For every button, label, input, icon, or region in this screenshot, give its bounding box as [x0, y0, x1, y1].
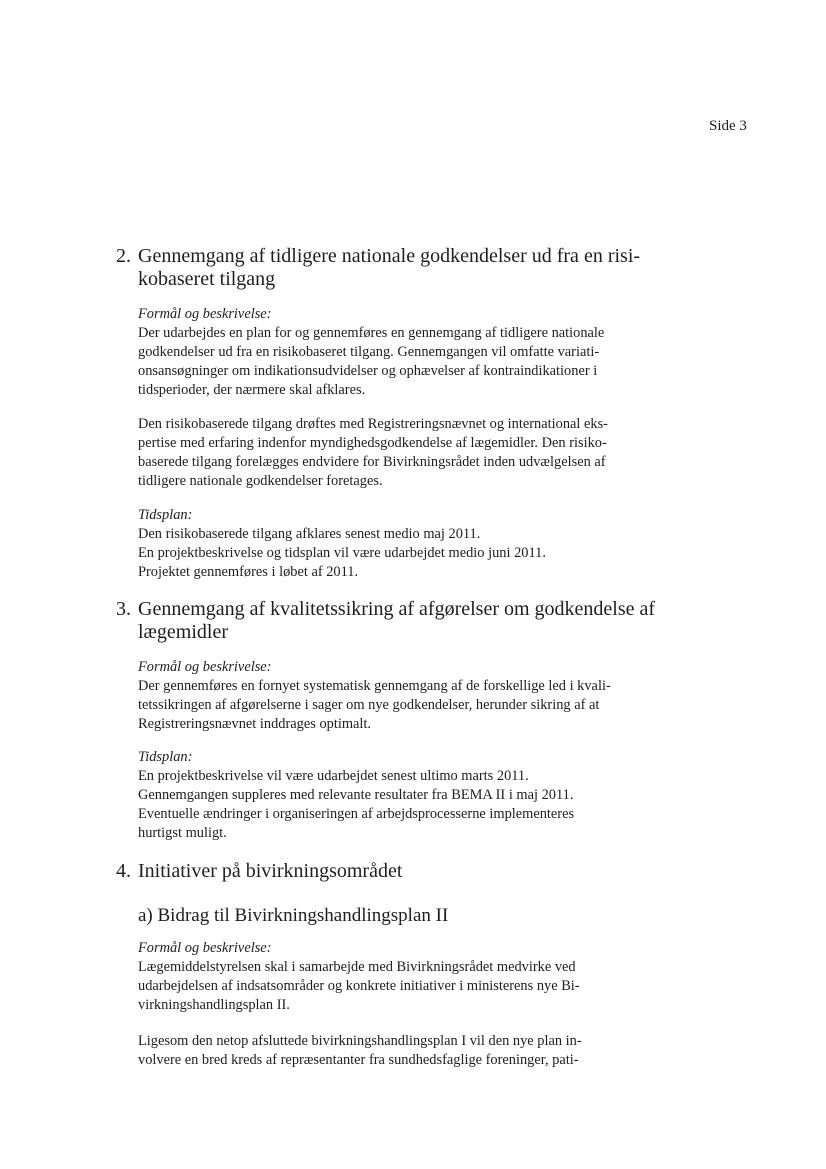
text-line: volvere en bred kreds af repræsentanter fra sundhedsfaglige foreninger, pati-	[138, 1052, 579, 1068]
text-line: Der udarbejdes en plan for og gennemføres en gennemgang af tidligere nationale	[138, 325, 605, 341]
section-2-heading	[116, 245, 641, 291]
schedule-label: Tidsplan:	[138, 749, 193, 765]
text-line: Gennemgangen suppleres med relevante resultater fra BEMA II i maj 2011.	[138, 787, 574, 803]
text-line: pertise med erfaring indenfor myndighedsgodkendelse af lægemidler. Den risiko-	[138, 435, 607, 451]
text-line: Der gennemføres en fornyet systematisk gennemgang af de forskellige led i kvali-	[138, 678, 611, 694]
section-2-risk-paragraph	[138, 415, 618, 491]
section-2-purpose	[138, 305, 618, 400]
text-line: Ligesom den netop afsluttede bivirkningshandlingsplan I vil den nye plan in-	[138, 1033, 582, 1049]
text-line: baserede tilgang forelægges endvidere for Bivirkningsrådet inden udvælgelsen af	[138, 454, 606, 470]
text-line: udarbejdelsen af indsatsområder og konkrete initiativer i ministerens nye Bi-	[138, 978, 580, 994]
text-line: Projektet gennemføres i løbet af 2011.	[138, 564, 359, 580]
heading-line: kobaseret tilgang	[138, 268, 276, 290]
section-3-schedule	[138, 748, 618, 843]
text-line: tetssikringen af afgørelserne i sager om nye godkendelser, herunder sikring af at	[138, 697, 600, 713]
text-line: tidsperioder, der nærmere skal afklares.	[138, 382, 366, 398]
heading-line: lægemidler	[138, 621, 228, 643]
section-3-heading	[116, 598, 656, 644]
purpose-label: Formål og beskrivelse:	[138, 306, 272, 322]
section-number: 3.	[116, 598, 131, 620]
text-line: Registreringsnævnet inddrages optimalt.	[138, 716, 372, 732]
purpose-label: Formål og beskrivelse:	[138, 940, 272, 956]
purpose-label: Formål og beskrivelse:	[138, 659, 272, 675]
section-2-schedule	[138, 506, 618, 582]
section-4-purpose	[138, 939, 618, 1015]
text-line: Eventuelle ændringer i organiseringen af arbejdsprocesserne implementeres	[138, 806, 575, 822]
text-line: tidligere nationale godkendelser foretages.	[138, 473, 383, 489]
section-4-plan-paragraph	[138, 1032, 618, 1070]
section-number: 2.	[116, 245, 131, 267]
text-line: Den risikobaserede tilgang drøftes med Registreringsnævnet og international eks-	[138, 416, 608, 432]
heading-line: Gennemgang af kvalitetssikring af afgørelser om godkendelse af	[138, 598, 656, 620]
text-line: En projektbeskrivelse og tidsplan vil være udarbejdet medio juni 2011.	[138, 545, 546, 561]
text-line: Lægemiddelstyrelsen skal i samarbejde med Bivirkningsrådet medvirke ved	[138, 959, 576, 975]
text-line: godkendelser ud fra en risikobaseret tilgang. Gennemgangen vil omfatte variati-	[138, 344, 600, 360]
text-line: hurtigst muligt.	[138, 825, 227, 841]
text-line: virkningshandlingsplan II.	[138, 997, 290, 1013]
subsection-a-heading: a) Bidrag til Bivirkningshandlingsplan II	[138, 905, 449, 926]
text-line: onsansøgninger om indikationsudvidelser og ophævelser af kontraindikationer i	[138, 363, 598, 379]
text-line: Den risikobaserede tilgang afklares senest medio maj 2011.	[138, 526, 481, 542]
heading-line: Initiativer på bivirkningsområdet	[138, 860, 403, 882]
section-number: 4.	[116, 860, 131, 882]
section-3-purpose	[138, 658, 618, 734]
text-line: En projektbeskrivelse vil være udarbejdet senest ultimo marts 2011.	[138, 768, 529, 784]
section-4-heading	[116, 860, 636, 883]
heading-line: Gennemgang af tidligere nationale godkendelser ud fra en risi-	[138, 245, 641, 267]
schedule-label: Tidsplan:	[138, 507, 193, 523]
page-number: Side 3	[709, 118, 747, 134]
